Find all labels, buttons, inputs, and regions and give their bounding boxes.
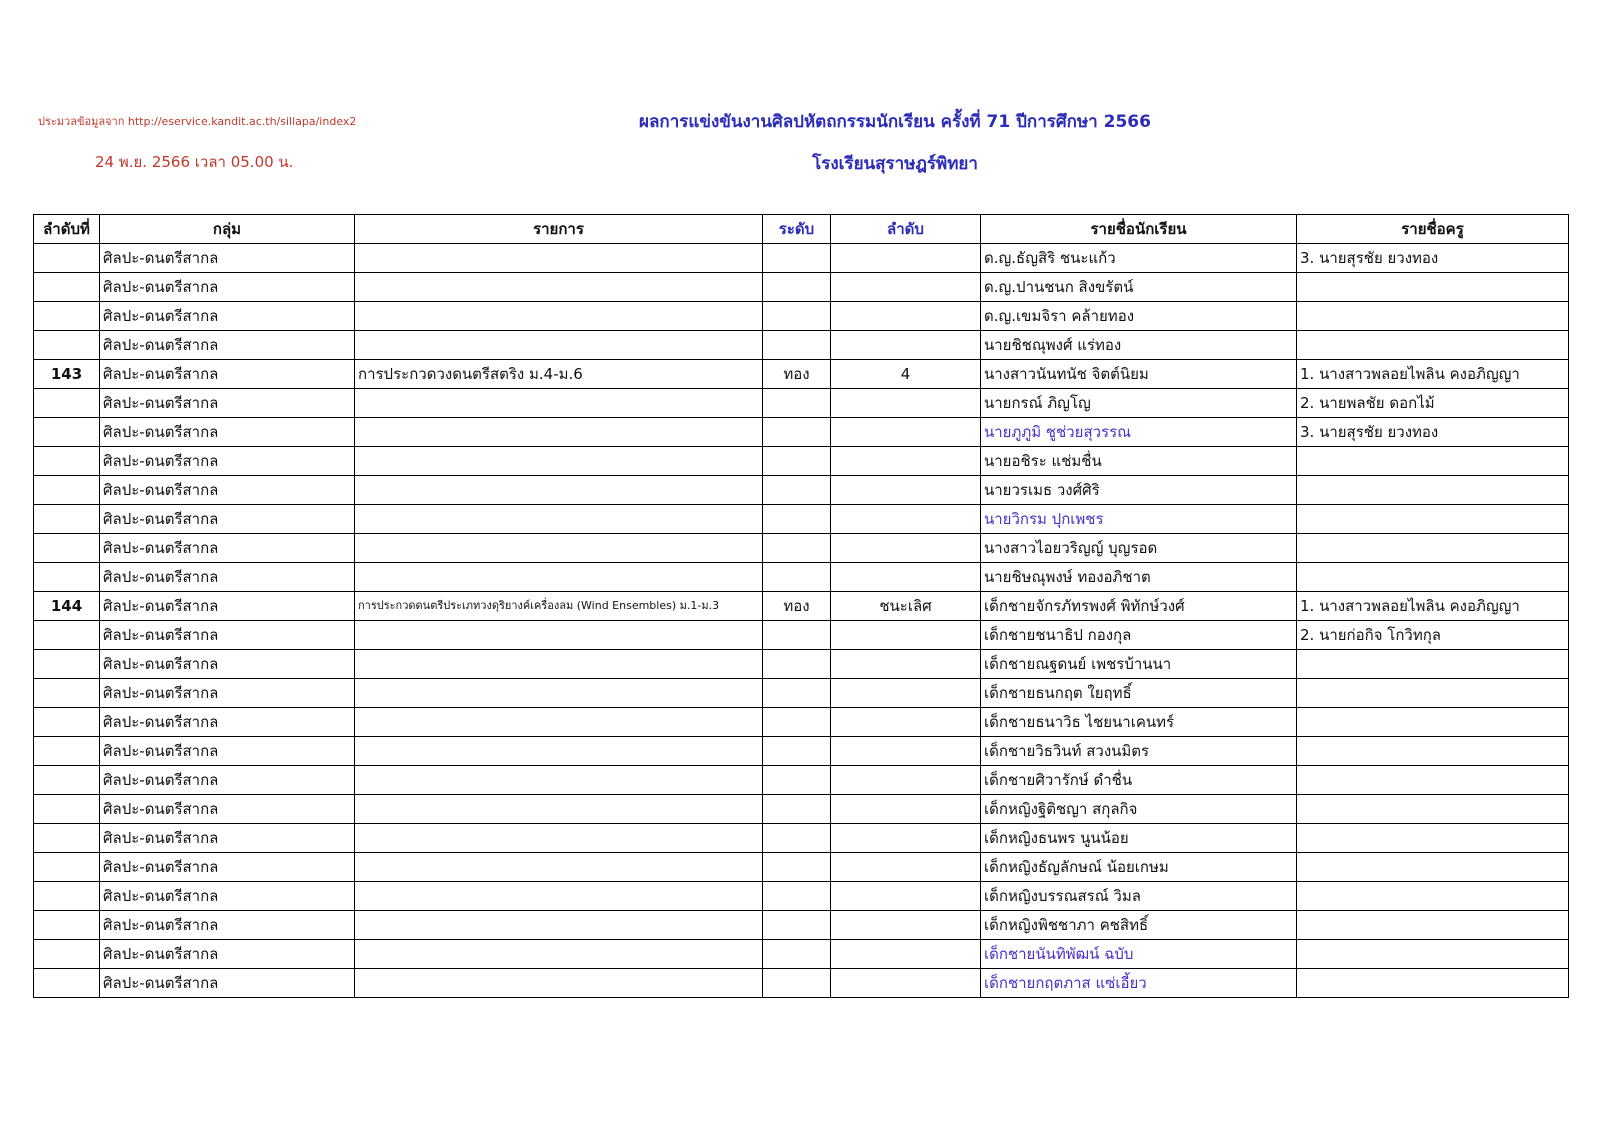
cell-group: ศิลปะ-ดนตรีสากล bbox=[100, 534, 355, 563]
cell-no bbox=[34, 911, 100, 940]
cell-no bbox=[34, 273, 100, 302]
cell-group: ศิลปะ-ดนตรีสากล bbox=[100, 505, 355, 534]
cell-no bbox=[34, 476, 100, 505]
cell-group: ศิลปะ-ดนตรีสากล bbox=[100, 476, 355, 505]
cell-event bbox=[355, 679, 763, 708]
cell-group: ศิลปะ-ดนตรีสากล bbox=[100, 940, 355, 969]
school-name: โรงเรียนสุราษฎร์พิทยา bbox=[812, 154, 978, 174]
cell-rank bbox=[831, 476, 981, 505]
cell-student: เด็กชายธนาวิธ ไชยนาเคนทร์ bbox=[981, 708, 1297, 737]
cell-no bbox=[34, 969, 100, 998]
cell-teacher bbox=[1297, 563, 1569, 592]
cell-student: ด.ญ.ธัญสิริ ชนะแก้ว bbox=[981, 244, 1297, 273]
table-row bbox=[34, 940, 1569, 969]
col-header-teachers: รายชื่อครู bbox=[1297, 215, 1569, 244]
cell-event bbox=[355, 273, 763, 302]
cell-teacher: 1. นางสาวพลอยไพลิน คงอภิญญา bbox=[1297, 360, 1569, 389]
cell-no bbox=[34, 737, 100, 766]
cell-teacher bbox=[1297, 824, 1569, 853]
col-header-rank: ลำดับ bbox=[831, 215, 981, 244]
cell-student: นายวิกรม ปุกเพชร bbox=[981, 505, 1297, 534]
cell-rank bbox=[831, 766, 981, 795]
cell-group: ศิลปะ-ดนตรีสากล bbox=[100, 592, 355, 621]
cell-event bbox=[355, 331, 763, 360]
cell-group: ศิลปะ-ดนตรีสากล bbox=[100, 244, 355, 273]
cell-group: ศิลปะ-ดนตรีสากล bbox=[100, 824, 355, 853]
col-header-group: กลุ่ม bbox=[100, 215, 355, 244]
table-row bbox=[34, 621, 1569, 650]
cell-event bbox=[355, 621, 763, 650]
table-row bbox=[34, 447, 1569, 476]
cell-level bbox=[763, 505, 831, 534]
cell-student: เด็กหญิงธัญลักษณ์ น้อยเกษม bbox=[981, 853, 1297, 882]
table-row bbox=[34, 911, 1569, 940]
cell-teacher: 1. นางสาวพลอยไพลิน คงอภิญญา bbox=[1297, 592, 1569, 621]
cell-level bbox=[763, 737, 831, 766]
table-row bbox=[34, 795, 1569, 824]
cell-teacher bbox=[1297, 534, 1569, 563]
cell-rank bbox=[831, 795, 981, 824]
cell-level bbox=[763, 447, 831, 476]
cell-teacher: 2. นายก่อกิจ โกวิทกุล bbox=[1297, 621, 1569, 650]
cell-student: เด็กชายนันทิพัฒน์ ฉบับ bbox=[981, 940, 1297, 969]
table-row bbox=[34, 563, 1569, 592]
cell-level bbox=[763, 650, 831, 679]
table-row bbox=[34, 273, 1569, 302]
table-row bbox=[34, 418, 1569, 447]
cell-level bbox=[763, 969, 831, 998]
cell-level bbox=[763, 853, 831, 882]
cell-event bbox=[355, 853, 763, 882]
cell-no bbox=[34, 650, 100, 679]
cell-teacher bbox=[1297, 476, 1569, 505]
table-row bbox=[34, 650, 1569, 679]
cell-event bbox=[355, 940, 763, 969]
cell-no bbox=[34, 505, 100, 534]
cell-level bbox=[763, 331, 831, 360]
table-row bbox=[34, 766, 1569, 795]
cell-student: นายภูภูมิ ชูช่วยสุวรรณ bbox=[981, 418, 1297, 447]
cell-level bbox=[763, 911, 831, 940]
cell-student: นายชิษณุพงษ์ ทองอภิชาต bbox=[981, 563, 1297, 592]
cell-no bbox=[34, 534, 100, 563]
results-table bbox=[33, 214, 1569, 998]
cell-event bbox=[355, 911, 763, 940]
cell-no bbox=[34, 331, 100, 360]
source-note: ประมวลข้อมูลจาก http://eservice.kandit.ac.th/sillapa/index2 bbox=[38, 115, 357, 128]
cell-no: 143 bbox=[34, 360, 100, 389]
cell-no bbox=[34, 824, 100, 853]
table-row bbox=[34, 824, 1569, 853]
cell-level bbox=[763, 824, 831, 853]
cell-student: เด็กหญิงฐิติชญา สกุลกิจ bbox=[981, 795, 1297, 824]
cell-rank bbox=[831, 563, 981, 592]
cell-rank bbox=[831, 273, 981, 302]
cell-student: ด.ญ.เขมจิรา คล้ายทอง bbox=[981, 302, 1297, 331]
cell-level bbox=[763, 244, 831, 273]
cell-rank bbox=[831, 244, 981, 273]
page-title: ผลการแข่งขันงานศิลปหัตถกรรมนักเรียน ครั้งที่ 71 ปีการศึกษา 2566 bbox=[639, 112, 1151, 132]
cell-student: เด็กชายวิธวินท์ สวงนมิตร bbox=[981, 737, 1297, 766]
cell-rank: 4 bbox=[831, 360, 981, 389]
cell-group: ศิลปะ-ดนตรีสากล bbox=[100, 853, 355, 882]
cell-student: นายกรณ์ ภิญโญ bbox=[981, 389, 1297, 418]
cell-group: ศิลปะ-ดนตรีสากล bbox=[100, 969, 355, 998]
cell-level bbox=[763, 679, 831, 708]
col-header-no: ลำดับที่ bbox=[34, 215, 100, 244]
cell-teacher bbox=[1297, 447, 1569, 476]
cell-no bbox=[34, 795, 100, 824]
cell-student: เด็กชายธนกฤต ใยฤทธิ์ bbox=[981, 679, 1297, 708]
cell-teacher bbox=[1297, 766, 1569, 795]
table-row bbox=[34, 476, 1569, 505]
col-header-level: ระดับ bbox=[763, 215, 831, 244]
cell-student: เด็กหญิงธนพร นูนน้อย bbox=[981, 824, 1297, 853]
cell-group: ศิลปะ-ดนตรีสากล bbox=[100, 650, 355, 679]
cell-student: นายวรเมธ วงศ์ศิริ bbox=[981, 476, 1297, 505]
cell-teacher bbox=[1297, 331, 1569, 360]
cell-level bbox=[763, 534, 831, 563]
table-row bbox=[34, 882, 1569, 911]
cell-group: ศิลปะ-ดนตรีสากล bbox=[100, 447, 355, 476]
cell-event bbox=[355, 505, 763, 534]
cell-student: นายชิชณุพงศ์ แร่ทอง bbox=[981, 331, 1297, 360]
cell-teacher bbox=[1297, 853, 1569, 882]
col-header-students: รายชื่อนักเรียน bbox=[981, 215, 1297, 244]
cell-teacher bbox=[1297, 737, 1569, 766]
table-row bbox=[34, 708, 1569, 737]
table-row bbox=[34, 592, 1569, 621]
cell-rank bbox=[831, 621, 981, 650]
cell-no bbox=[34, 853, 100, 882]
cell-event bbox=[355, 418, 763, 447]
cell-teacher bbox=[1297, 505, 1569, 534]
cell-level bbox=[763, 795, 831, 824]
cell-no bbox=[34, 418, 100, 447]
cell-event bbox=[355, 969, 763, 998]
cell-teacher: 3. นายสุรชัย ยวงทอง bbox=[1297, 418, 1569, 447]
cell-event bbox=[355, 389, 763, 418]
cell-no bbox=[34, 621, 100, 650]
cell-no bbox=[34, 766, 100, 795]
cell-level bbox=[763, 273, 831, 302]
cell-event bbox=[355, 708, 763, 737]
table-row bbox=[34, 360, 1569, 389]
cell-event bbox=[355, 737, 763, 766]
cell-no bbox=[34, 302, 100, 331]
cell-student: นางสาวนันทนัช จิตต์นิยม bbox=[981, 360, 1297, 389]
cell-event bbox=[355, 476, 763, 505]
cell-event: การประกวดวงดนตรีสตริง ม.4-ม.6 bbox=[355, 360, 763, 389]
cell-level bbox=[763, 882, 831, 911]
cell-student: นายอชิระ แช่มชื่น bbox=[981, 447, 1297, 476]
cell-rank bbox=[831, 650, 981, 679]
cell-event: การประกวดดนตรีประเภทวงดุริยางค์เครื่องลม (Wind Ensembles) ม.1-ม.3 bbox=[355, 592, 763, 621]
cell-group: ศิลปะ-ดนตรีสากล bbox=[100, 389, 355, 418]
cell-teacher bbox=[1297, 882, 1569, 911]
cell-student: เด็กชายชนาธิป กองกุล bbox=[981, 621, 1297, 650]
cell-student: เด็กชายณฐดนย์ เพชรบ้านนา bbox=[981, 650, 1297, 679]
cell-no bbox=[34, 447, 100, 476]
cell-level bbox=[763, 302, 831, 331]
table-row bbox=[34, 679, 1569, 708]
cell-group: ศิลปะ-ดนตรีสากล bbox=[100, 302, 355, 331]
cell-rank bbox=[831, 940, 981, 969]
cell-no: 144 bbox=[34, 592, 100, 621]
cell-level bbox=[763, 389, 831, 418]
cell-group: ศิลปะ-ดนตรีสากล bbox=[100, 766, 355, 795]
cell-rank bbox=[831, 824, 981, 853]
cell-teacher bbox=[1297, 969, 1569, 998]
cell-level bbox=[763, 418, 831, 447]
table-row bbox=[34, 969, 1569, 998]
cell-event bbox=[355, 447, 763, 476]
cell-teacher bbox=[1297, 708, 1569, 737]
cell-level bbox=[763, 621, 831, 650]
cell-student: ด.ญ.ปานชนก สิงขรัตน์ bbox=[981, 273, 1297, 302]
cell-student: เด็กชายกฤตภาส แซ่เอี้ยว bbox=[981, 969, 1297, 998]
cell-teacher: 3. นายสุรชัย ยวงทอง bbox=[1297, 244, 1569, 273]
cell-teacher bbox=[1297, 679, 1569, 708]
cell-teacher bbox=[1297, 273, 1569, 302]
cell-event bbox=[355, 244, 763, 273]
cell-no bbox=[34, 244, 100, 273]
cell-teacher: 2. นายพลชัย ดอกไม้ bbox=[1297, 389, 1569, 418]
updated-timestamp: 24 พ.ย. 2566 เวลา 05.00 น. bbox=[95, 153, 294, 171]
cell-rank bbox=[831, 447, 981, 476]
cell-group: ศิลปะ-ดนตรีสากล bbox=[100, 621, 355, 650]
cell-teacher bbox=[1297, 302, 1569, 331]
cell-rank bbox=[831, 331, 981, 360]
cell-group: ศิลปะ-ดนตรีสากล bbox=[100, 882, 355, 911]
cell-rank bbox=[831, 737, 981, 766]
cell-group: ศิลปะ-ดนตรีสากล bbox=[100, 418, 355, 447]
cell-rank bbox=[831, 389, 981, 418]
col-header-event: รายการ bbox=[355, 215, 763, 244]
table-row bbox=[34, 505, 1569, 534]
cell-rank bbox=[831, 708, 981, 737]
cell-student: เด็กชายจักรภัทรพงศ์ พิทักษ์วงศ์ bbox=[981, 592, 1297, 621]
cell-student: เด็กหญิงบรรณสรณ์ วิมล bbox=[981, 882, 1297, 911]
cell-no bbox=[34, 389, 100, 418]
cell-group: ศิลปะ-ดนตรีสากล bbox=[100, 360, 355, 389]
cell-group: ศิลปะ-ดนตรีสากล bbox=[100, 708, 355, 737]
cell-event bbox=[355, 882, 763, 911]
cell-rank bbox=[831, 969, 981, 998]
table-row bbox=[34, 331, 1569, 360]
cell-group: ศิลปะ-ดนตรีสากล bbox=[100, 679, 355, 708]
cell-level: ทอง bbox=[763, 360, 831, 389]
cell-rank bbox=[831, 679, 981, 708]
cell-no bbox=[34, 708, 100, 737]
cell-event bbox=[355, 650, 763, 679]
table-body bbox=[34, 244, 1569, 998]
cell-no bbox=[34, 940, 100, 969]
cell-event bbox=[355, 563, 763, 592]
cell-rank bbox=[831, 418, 981, 447]
cell-level bbox=[763, 766, 831, 795]
cell-no bbox=[34, 679, 100, 708]
cell-event bbox=[355, 302, 763, 331]
cell-rank bbox=[831, 505, 981, 534]
cell-rank bbox=[831, 911, 981, 940]
table-row bbox=[34, 244, 1569, 273]
cell-rank bbox=[831, 534, 981, 563]
table-row bbox=[34, 853, 1569, 882]
cell-teacher bbox=[1297, 940, 1569, 969]
table-row bbox=[34, 302, 1569, 331]
cell-no bbox=[34, 882, 100, 911]
table-header-row bbox=[34, 215, 1569, 244]
cell-level bbox=[763, 940, 831, 969]
cell-student: เด็กหญิงพิชชาภา คชสิทธิ์ bbox=[981, 911, 1297, 940]
cell-rank bbox=[831, 302, 981, 331]
table-row bbox=[34, 389, 1569, 418]
cell-level: ทอง bbox=[763, 592, 831, 621]
cell-rank bbox=[831, 882, 981, 911]
cell-group: ศิลปะ-ดนตรีสากล bbox=[100, 911, 355, 940]
cell-group: ศิลปะ-ดนตรีสากล bbox=[100, 273, 355, 302]
cell-student: นางสาวไอยวริญญ์ บุญรอด bbox=[981, 534, 1297, 563]
cell-level bbox=[763, 476, 831, 505]
cell-student: เด็กชายศิวารักษ์ ดำชื่น bbox=[981, 766, 1297, 795]
cell-event bbox=[355, 766, 763, 795]
cell-teacher bbox=[1297, 650, 1569, 679]
cell-teacher bbox=[1297, 911, 1569, 940]
cell-rank bbox=[831, 853, 981, 882]
cell-group: ศิลปะ-ดนตรีสากล bbox=[100, 563, 355, 592]
cell-group: ศิลปะ-ดนตรีสากล bbox=[100, 795, 355, 824]
cell-level bbox=[763, 708, 831, 737]
cell-no bbox=[34, 563, 100, 592]
table-row bbox=[34, 534, 1569, 563]
cell-group: ศิลปะ-ดนตรีสากล bbox=[100, 331, 355, 360]
table-row bbox=[34, 737, 1569, 766]
cell-rank: ชนะเลิศ bbox=[831, 592, 981, 621]
cell-teacher bbox=[1297, 795, 1569, 824]
cell-level bbox=[763, 563, 831, 592]
cell-event bbox=[355, 795, 763, 824]
cell-event bbox=[355, 534, 763, 563]
cell-group: ศิลปะ-ดนตรีสากล bbox=[100, 737, 355, 766]
cell-event bbox=[355, 824, 763, 853]
